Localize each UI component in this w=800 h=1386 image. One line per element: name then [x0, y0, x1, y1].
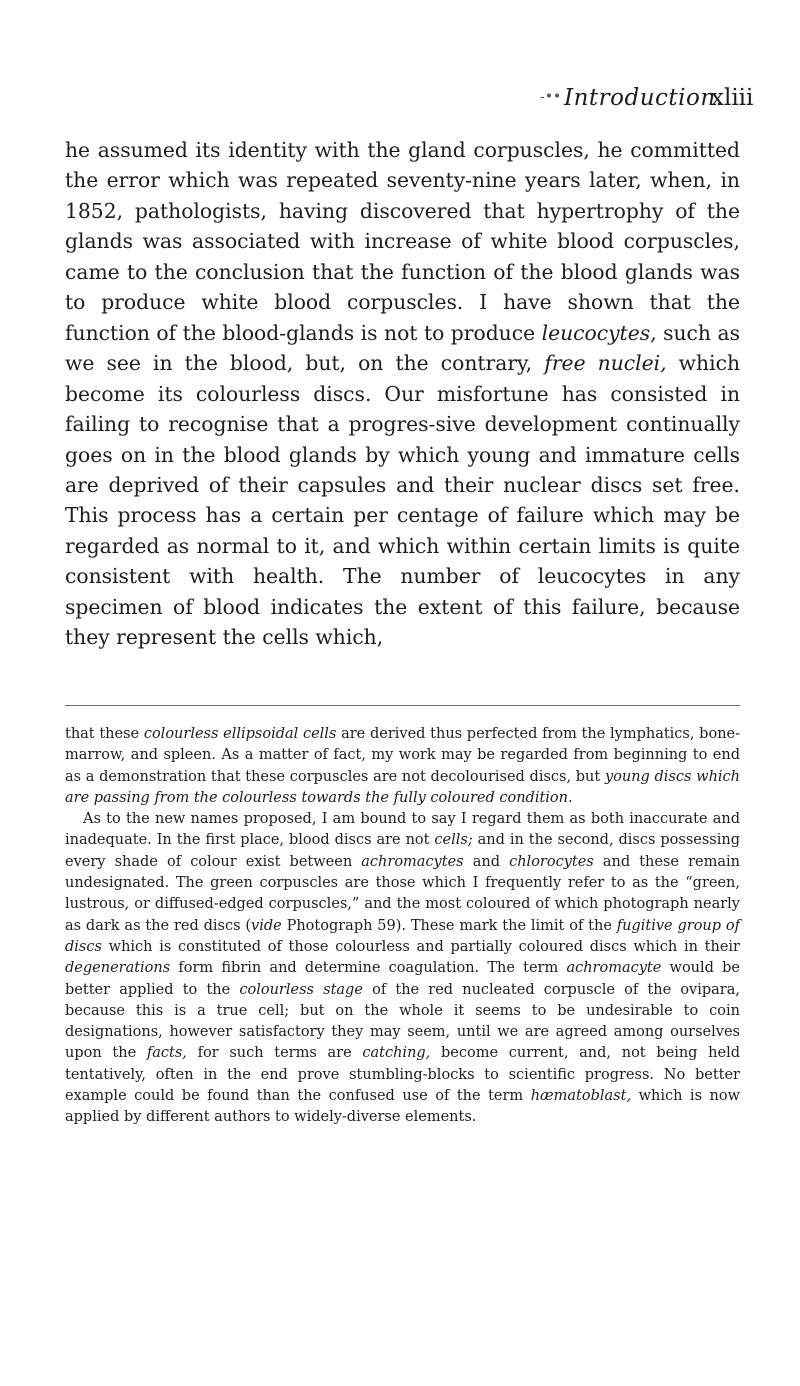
footnote-text: and these remain undesignated. The green corpuscles are those which I frequently refer to as the “green, lustrous, or diffused-edged corpuscles,” and the most coloured of which photograph nearly as dark as the red discs ( — [65, 853, 740, 934]
footnote-text: and in the second, discs possessing every shade of colour exist between — [65, 832, 740, 870]
footnote-italic: colourless stage — [239, 981, 363, 998]
main-paragraph — [65, 135, 740, 653]
footnote-italic: achromacytes — [361, 853, 464, 870]
footnote-italic: facts, — [146, 1045, 187, 1062]
print-mark: -•• — [540, 89, 562, 105]
footnote-block — [65, 724, 740, 1129]
footnote-italic: young discs which are passing from the colourless towards the fully coloured condition. — [65, 768, 741, 806]
running-header — [540, 85, 754, 115]
footnote-italic: catching, — [362, 1045, 431, 1062]
footnote-italic: cells; — [434, 832, 473, 849]
running-title: Introduction. — [564, 85, 724, 111]
main-text-segment: such as we see in the blood, but, on the contrary, — [65, 320, 740, 376]
footnote-divider — [65, 705, 740, 706]
footnote-italic: achromacyte — [566, 960, 662, 977]
footnote-text: of the red nucleated corpuscle of the ovipara, because this is a true cell; but on the whole it seems to be undesirable to coin designations, however satisfactory they may seem, until we are agreed among ourselves upon the — [65, 981, 740, 1062]
footnote-italic: chlorocytes — [509, 853, 594, 870]
footnote-italic: fugitive group of discs — [65, 917, 740, 955]
footnote-text: that these — [65, 726, 144, 742]
footnote-italic: vide — [251, 917, 282, 934]
footnote-italic: degenerations — [65, 960, 171, 977]
main-text-segment: which become its colourless discs. Our misfortune has consisted in failing to recognise that a progres-sive development continually goes on in the blood glands by which young and immature cells are deprived of their capsules and their nuclear discs set free. This process has a certain per centage of failure which may be regarded as normal to it, and which within certain limits is quite consistent with health. The number of leucocytes in any specimen of blood indicates the extent of this failure, because they represent the cells which, — [65, 351, 741, 650]
footnote-italic: hæmatoblast, — [530, 1088, 632, 1105]
footnote-text: form fibrin and determine coagulation. The term — [170, 960, 567, 977]
footnote-text: As to the new names proposed, I am bound to say I regard them as both inaccurate and inadequate. In the first place, blood discs are not — [65, 811, 740, 849]
footnote-text: would be better applied to the — [65, 960, 740, 998]
footnote-text: are derived thus perfected from the lymphatics, bone-marrow, and spleen. As a matter of fact, my work may be regarded from beginning to end as a demonstration that these corpuscles are not decolourised discs, but — [65, 726, 741, 785]
footnote-text: for such terms are — [186, 1045, 363, 1062]
page-number: xliii — [711, 85, 754, 111]
footnote-text: become current, and, not being held tentatively, often in the end prove stumbling-blocks to scientific progress. No better example could be found than the confused use of the term — [65, 1045, 741, 1105]
footnote-paragraph — [65, 724, 740, 809]
footnote-text: and — [463, 853, 510, 870]
footnote-text: which is now applied by different authors to widely-diverse elements. — [65, 1088, 740, 1126]
footnote-text: Photograph 59). These mark the limit of the — [281, 917, 617, 934]
footnote-paragraph — [65, 809, 740, 1128]
footnote-text: which is constituted of those colourless and partially coloured discs which in their — [101, 938, 740, 955]
footnote-italic: colourless ellipsoidal cells — [143, 726, 337, 742]
main-text-italic: leucocytes, — [541, 320, 657, 345]
main-text-segment: he assumed its identity with the gland corpuscles, he committed the error which was repeated seventy-nine years later, when, in 1852, pathologists, having discovered that hypertrophy of the glands was associated with increase of white blood corpuscles, came to the conclusion that the function of the blood glands was to produce white blood corpuscles. I have shown that the function of the blood-glands is not to produce — [65, 138, 740, 345]
main-text-italic: free nuclei, — [544, 351, 667, 376]
